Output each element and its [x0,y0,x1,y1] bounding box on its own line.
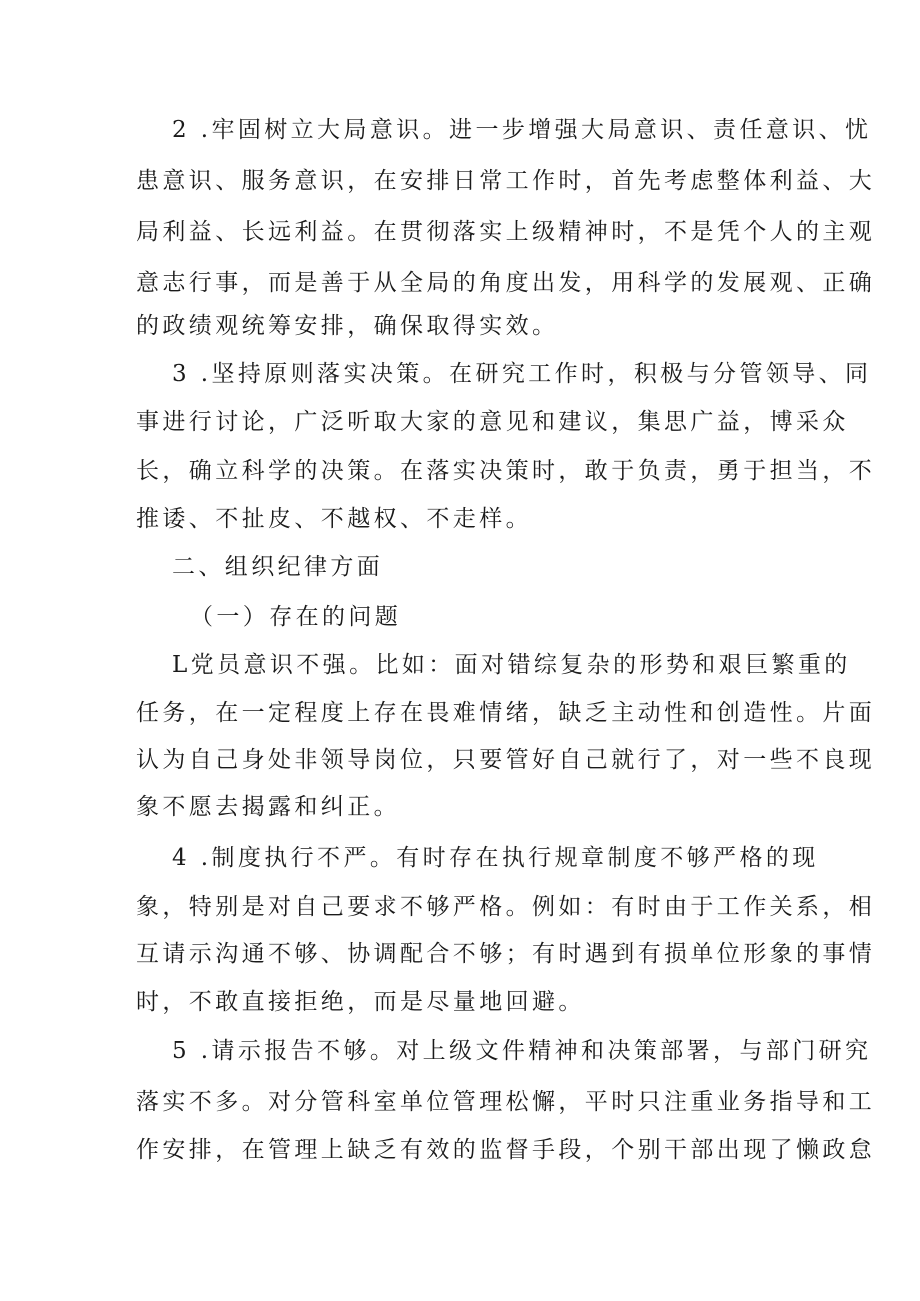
paragraph-line: 认为自己身处非领导岗位，只要管好自己就行了，对一些不良现 [136,747,876,773]
paragraph-line: 意志行事，而是善于从全局的角度出发，用科学的发展观、正确 [136,270,876,296]
paragraph-line: 推诿、不扯皮、不越权、不走样。 [136,506,532,532]
section-heading: 二、组织纪律方面 [172,554,384,580]
paragraph-line: L党员意识不强。比如：面对错综复杂的形势和艰巨繁重的 [172,652,851,678]
paragraph-line: 3 .坚持原则落实决策。在研究工作时，积极与分管领导、同 [172,361,872,387]
paragraph-line: 2 .牢固树立大局意识。进一步增强大局意识、责任意识、忧 [172,117,872,143]
paragraph-line: 作安排，在管理上缺乏有效的监督手段，个别干部出现了懒政怠 [136,1137,876,1163]
paragraph-line: 事进行讨论，广泛听取大家的意见和建议，集思广益，博采众 [136,409,849,435]
paragraph-line: 象，特别是对自己要求不够严格。例如：有时由于工作关系，相 [136,894,876,920]
paragraph-line: 象不愿去揭露和纠正。 [136,794,400,820]
paragraph-line: 任务，在一定程度上存在畏难情绪，缺乏主动性和创造性。片面 [136,700,876,726]
paragraph-line: 落实不多。对分管科室单位管理松懈，平时只注重业务指导和工 [136,1089,876,1115]
subsection-heading: （一）存在的问题 [190,604,402,630]
paragraph-line: 互请示沟通不够、协调配合不够；有时遇到有损单位形象的事情 [136,941,876,967]
paragraph-line: 时，不敢直接拒绝，而是尽量地回避。 [136,989,585,1015]
paragraph-line: 的政绩观统筹安排，确保取得实效。 [136,313,559,339]
paragraph-line: 5 .请示报告不够。对上级文件精神和决策部署，与部门研究 [172,1038,872,1064]
paragraph-line: 长，确立科学的决策。在落实决策时，敢于负责，勇于担当，不 [136,458,876,484]
paragraph-line: 局利益、长远利益。在贯彻落实上级精神时，不是凭个人的主观 [136,219,876,245]
paragraph-line: 4 .制度执行不严。有时存在执行规章制度不够严格的现 [172,845,819,871]
paragraph-line: 患意识、服务意识，在安排日常工作时，首先考虑整体利益、大 [136,168,876,194]
